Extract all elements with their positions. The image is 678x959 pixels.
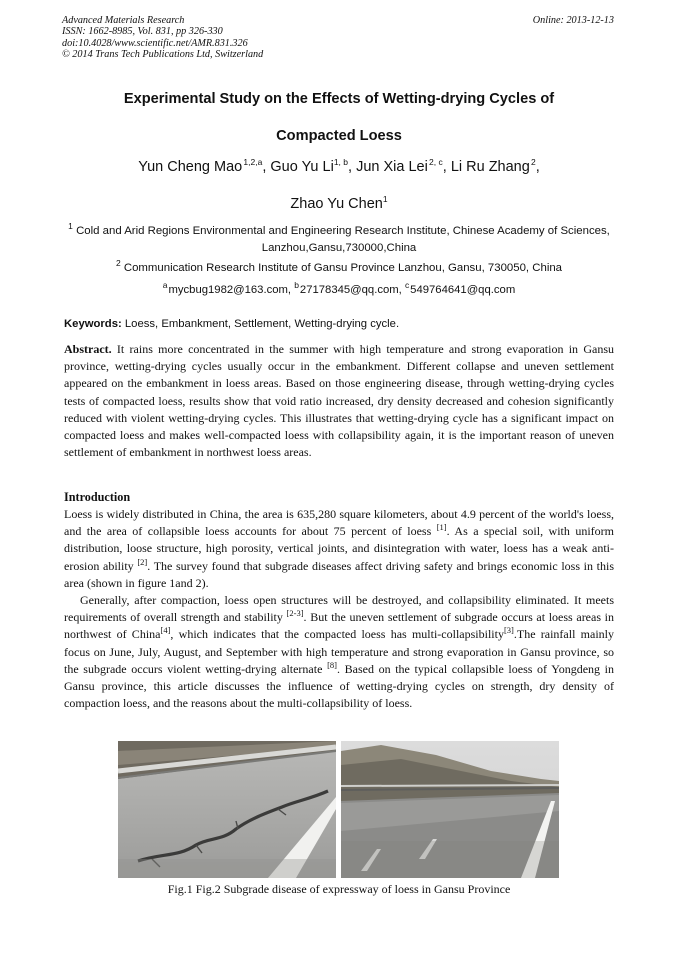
introduction-paragraph-1 <box>64 506 614 592</box>
author-emails <box>0 280 678 296</box>
affiliation-sup: 1 <box>68 221 73 232</box>
online-date: Online: 2013-12-13 <box>532 15 614 26</box>
abstract-label: Abstract. <box>64 342 112 356</box>
citation: [2-3] <box>286 608 304 619</box>
author-affil-sup: 1 <box>382 194 388 205</box>
body-text: Loess is widely distributed in China, the area is 635,280 square kilometers, about 4.9 percent of the world's loess, and the area of collapsible loess accounts for about 75 percent of loess <box>64 507 614 539</box>
author-name: Jun Xia Lei <box>356 159 428 175</box>
issn-line: ISSN: 1662-8985, Vol. 831, pp 326-330 <box>62 26 223 38</box>
email-address: mycbug1982@163.com, <box>168 284 295 296</box>
paper-title-line-2: Compacted Loess <box>276 128 402 144</box>
body-text: . But the uneven settlement of subgrade occurs at loess areas in northwest of China <box>64 610 614 642</box>
body-text: . As a special soil, with uniform distribution, loose structure, high porosity, vertical joints, and disintegration with water, loess has a weak anti-erosion ability <box>64 524 614 573</box>
citation: [8] <box>327 659 337 670</box>
journal-name: Advanced Materials Research <box>62 15 185 26</box>
body-text: . Based on the typical collapsible loess of Yongdeng in Gansu province, this article discusses the influence of wetting-drying cycles on strength, dry density of compaction loess, and the reasons about the multi-collapsibility of loess. <box>64 661 614 711</box>
introduction-heading: Introduction <box>64 490 131 504</box>
author-list-line-1 <box>0 159 678 175</box>
keywords-text: Loess, Embankment, Settlement, Wetting-drying cycle. <box>121 318 400 330</box>
abstract-text: It rains more concentrated in the summer with high temperature and strong evaporation in Gansu province, wetting-drying cycles usually occur in the embankment. Different collapse and uneven settlement appeared on the embankment in loess areas. Based on those engineering disease, through wetting-drying cycles tests of compacted loess, results show that void ratio increased, dry density decreased and cohesion significantly reduced with violent wetting-drying cycles. This illustrates that wetting-drying cycle has a significant impact on compacted loess and makes well-compacted loess with collapsibility again, it is the important reason of uneven settlement of embankment in northwest loess areas. <box>64 342 614 460</box>
body-text: .The rainfall mainly focus on June, July, August, and September with high temperature and strong evaporation in Gansu province, so the subgrade occurs violent wetting-drying alternate <box>64 627 614 676</box>
author-separator: , <box>442 159 451 175</box>
road-crack-image <box>118 741 336 878</box>
affiliation-1 <box>64 223 614 257</box>
author-separator: , <box>262 159 271 175</box>
introduction-paragraph-2 <box>64 592 614 712</box>
paper-title-line-1: Experimental Study on the Effects of Wetting-drying Cycles of <box>123 91 555 107</box>
figure-1-cracked-road-photo <box>118 741 336 878</box>
abstract-paragraph <box>64 341 614 461</box>
author-name: Li Ru Zhang <box>450 159 530 175</box>
author-name: Yun Cheng Mao <box>138 159 243 175</box>
keywords-label: Keywords: <box>64 318 122 330</box>
figure-2-highway-settlement-photo <box>341 741 559 878</box>
doi-line: doi:10.4028/www.scientific.net/AMR.831.326 <box>62 37 248 49</box>
author-affil-sup: 2, c <box>429 157 443 168</box>
copyright-line: © 2014 Trans Tech Publications Ltd, Switzerland <box>62 49 264 61</box>
email-sup: a <box>162 280 168 291</box>
email-address: 27178345@qq.com, <box>299 284 405 296</box>
author-affil-sup: 1, b <box>333 157 349 168</box>
citation: [1] <box>436 522 447 533</box>
journal-header <box>62 15 263 61</box>
email-address: 549764641@qq.com <box>410 284 516 296</box>
figure-caption: Fig.1 Fig.2 Subgrade disease of expressway of loess in Gansu Province <box>167 882 511 896</box>
author-separator: , <box>535 159 540 175</box>
author-separator: , <box>348 159 357 175</box>
citation: [4] <box>160 625 171 636</box>
email-sup: b <box>294 280 299 291</box>
citation: [3] <box>503 625 514 636</box>
author-affil-sup: 1,2,a <box>243 157 263 168</box>
body-text: , which indicates that the compacted loess has multi-collapsibility <box>170 627 504 642</box>
highway-image <box>341 741 559 878</box>
affiliation-text: Communication Research Institute of Gansu Province Lanzhou, Gansu, 730050, China <box>123 262 563 274</box>
citation: [2] <box>137 556 148 567</box>
affiliation-2 <box>64 260 614 277</box>
keywords-line <box>64 318 399 330</box>
author-name: Guo Yu Li <box>270 159 334 175</box>
affiliation-text: Cold and Arid Regions Environmental and Engineering Research Institute, Chinese Academy of Sciences, Lanzhou,Gansu,730000,China <box>76 225 610 254</box>
body-text: Generally, after compaction, loess open structures will be destroyed, and collapsibility eliminated. It meets requirements of overall strength and stability <box>64 593 614 625</box>
author-affil-sup: 2 <box>531 157 536 168</box>
author-name: Zhao Yu Chen <box>290 196 383 212</box>
body-text: . The survey found that subgrade diseases affect driving safety and brings economic loss in this area (shown in figure 1and 2). <box>64 558 614 590</box>
email-sup: c <box>404 280 410 291</box>
author-list-line-2 <box>0 196 678 212</box>
affiliation-sup: 2 <box>115 258 121 269</box>
